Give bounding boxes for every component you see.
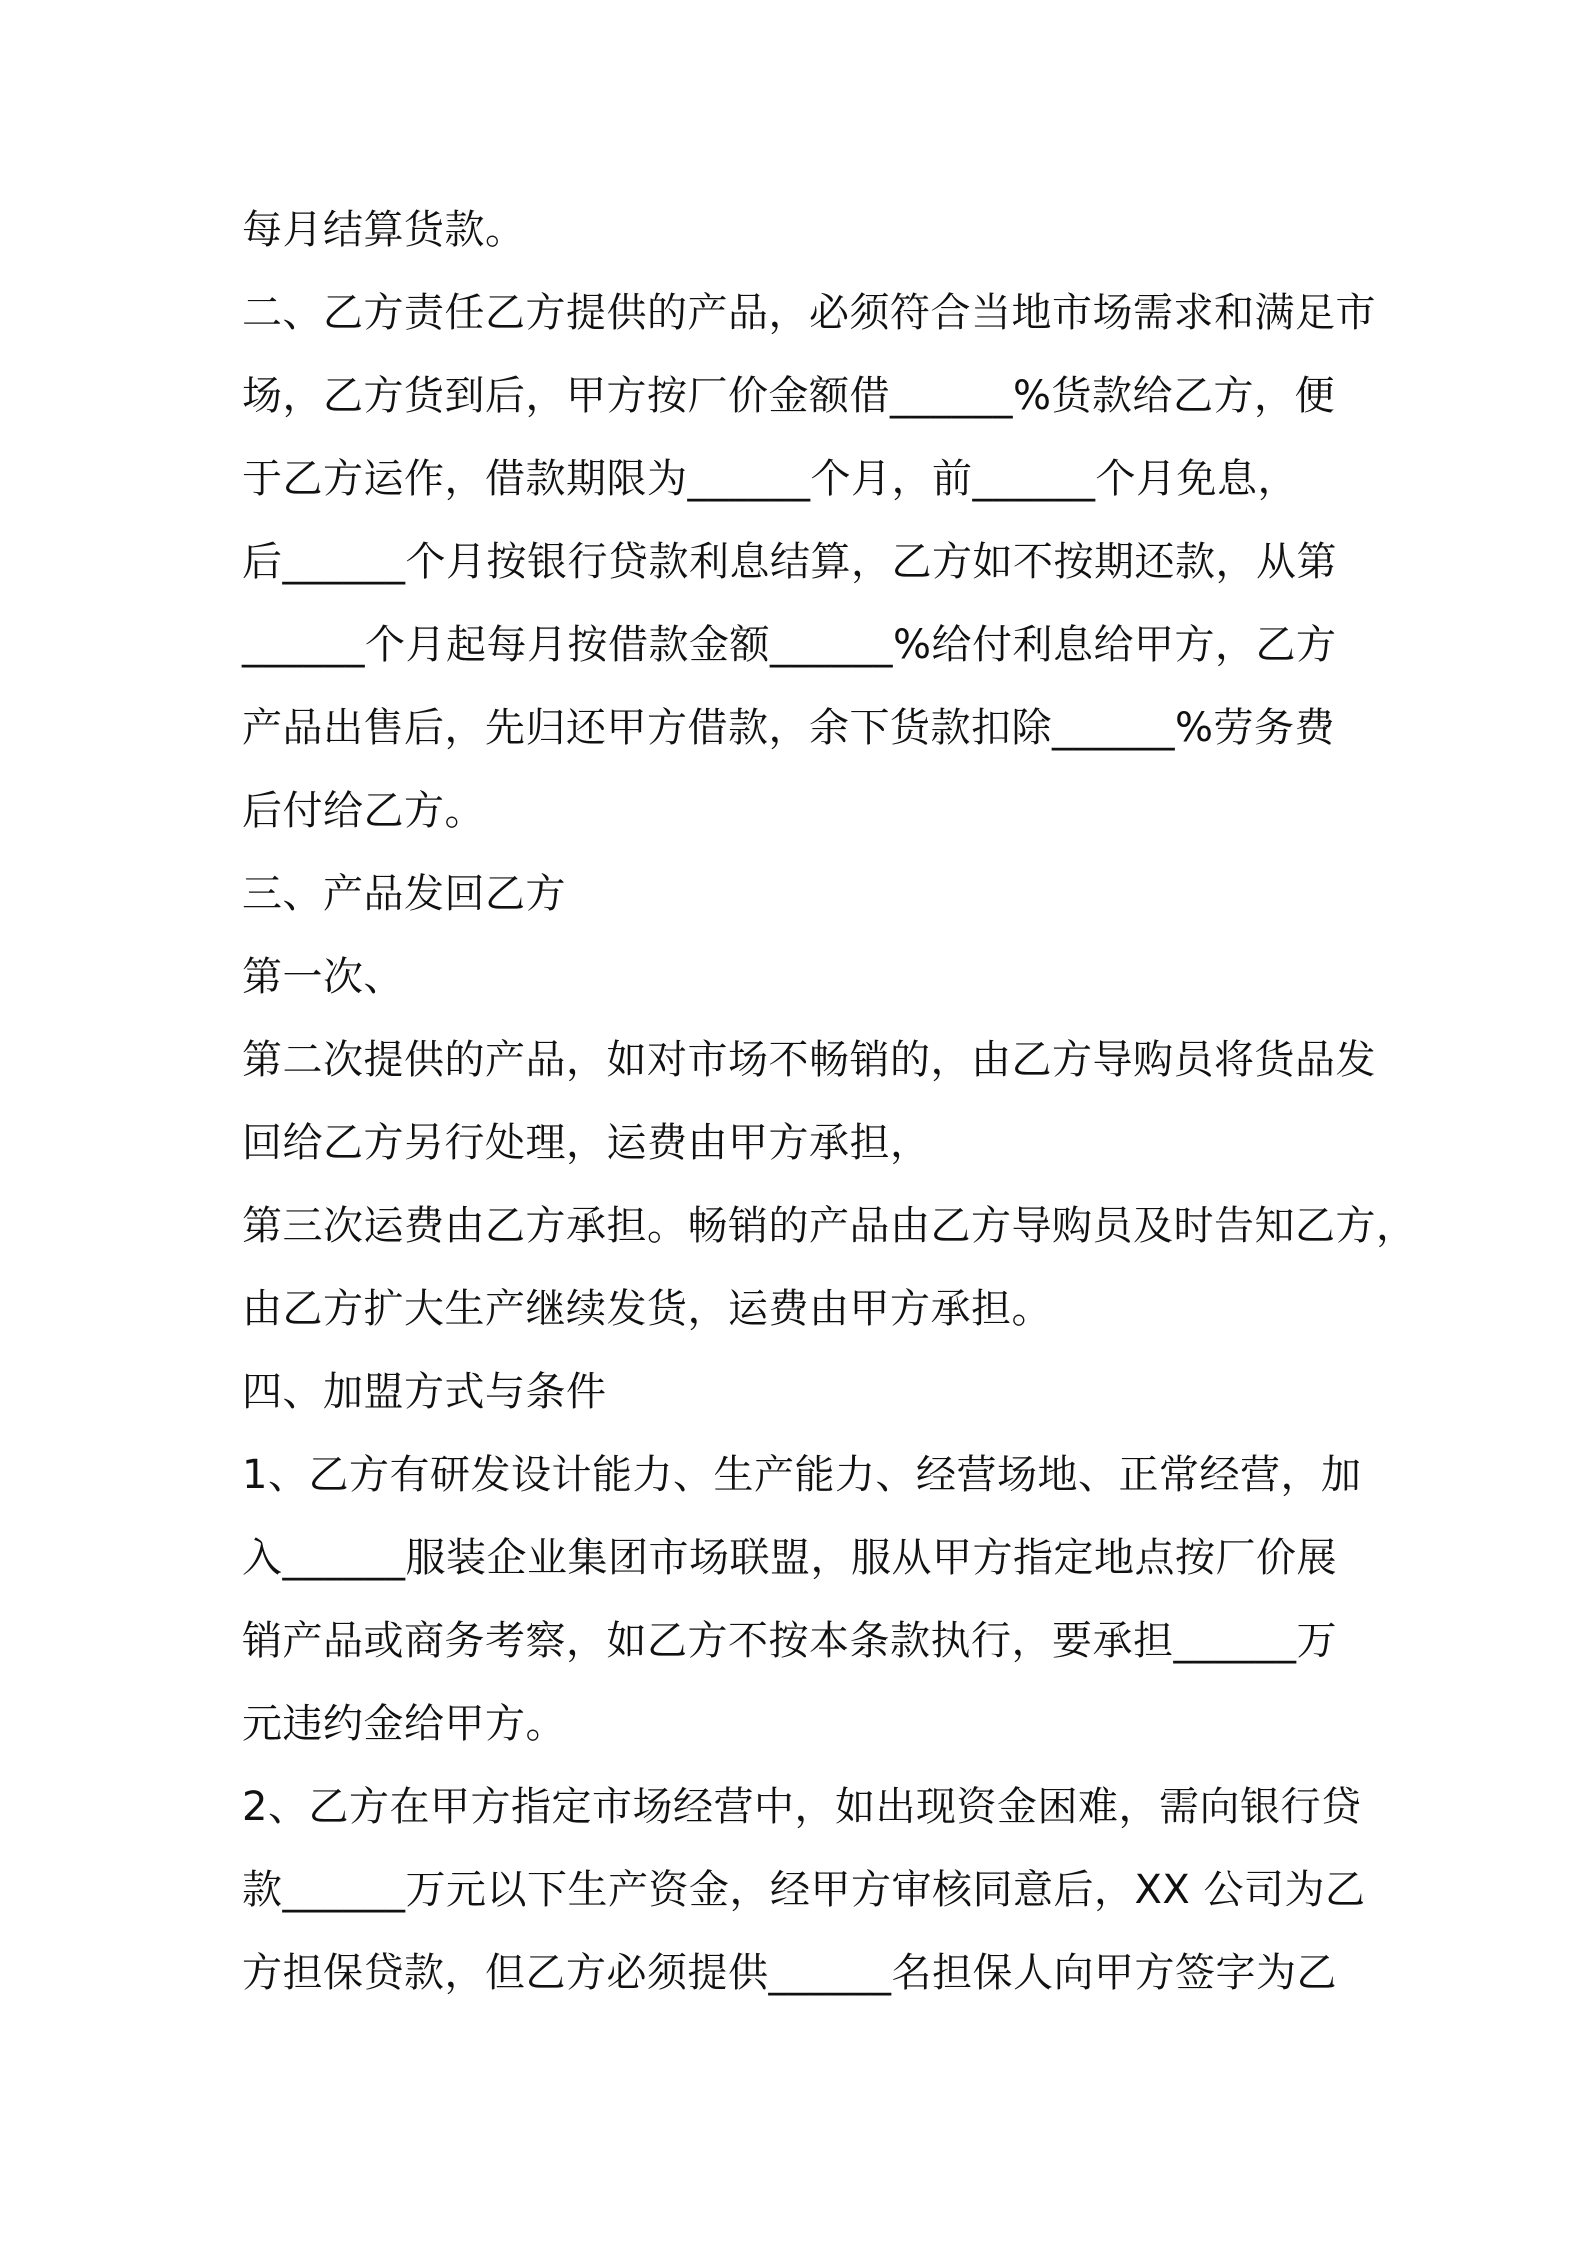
text-line: 款______万元以下生产资金，经甲方审核同意后，XX 公司为乙 (242, 1867, 1366, 1913)
text-line: 每月结算货款。 (242, 207, 526, 253)
text-line: 1、乙方有研发设计能力、生产能力、经营场地、正常经营，加 (242, 1452, 1362, 1498)
text-line: ______个月起每月按借款金额______%给付利息给甲方，乙方 (242, 622, 1337, 668)
text-line: 第二次提供的产品，如对市场不畅销的，由乙方导购员将货品发 (242, 1037, 1376, 1083)
text-line: 由乙方扩大生产继续发货，运费由甲方承担。 (242, 1286, 1052, 1332)
text-line: 第三次运费由乙方承担。畅销的产品由乙方导购员及时告知乙方， (242, 1203, 1417, 1249)
text-line: 后付给乙方。 (242, 788, 485, 834)
section-heading: 三、产品发回乙方 (242, 871, 566, 917)
text-line: 于乙方运作，借款期限为______个月，前______个月免息， (242, 456, 1298, 502)
text-line: 二、乙方责任乙方提供的产品，必须符合当地市场需求和满足市 (242, 290, 1376, 336)
text-line: 销产品或商务考察，如乙方不按本条款执行，要承担______万 (242, 1618, 1337, 1664)
text-line: 场，乙方货到后，甲方按厂价金额借______%货款给乙方，便 (242, 373, 1336, 419)
text-line: 第一次、 (242, 954, 404, 1000)
text-line: 2、乙方在甲方指定市场经营中，如出现资金困难，需向银行贷 (242, 1784, 1362, 1830)
text-line: 方担保贷款，但乙方必须提供______名担保人向甲方签字为乙 (242, 1950, 1337, 1996)
text-line: 入______服装企业集团市场联盟，服从甲方指定地点按厂价展 (242, 1535, 1337, 1581)
text-line: 后______个月按银行贷款利息结算，乙方如不按期还款，从第 (242, 539, 1337, 585)
text-line: 回给乙方另行处理，运费由甲方承担， (242, 1120, 931, 1166)
text-line: 产品出售后，先归还甲方借款，余下货款扣除______%劳务费 (242, 705, 1336, 751)
section-heading: 四、加盟方式与条件 (242, 1369, 607, 1415)
text-line: 元违约金给甲方。 (242, 1701, 566, 1747)
